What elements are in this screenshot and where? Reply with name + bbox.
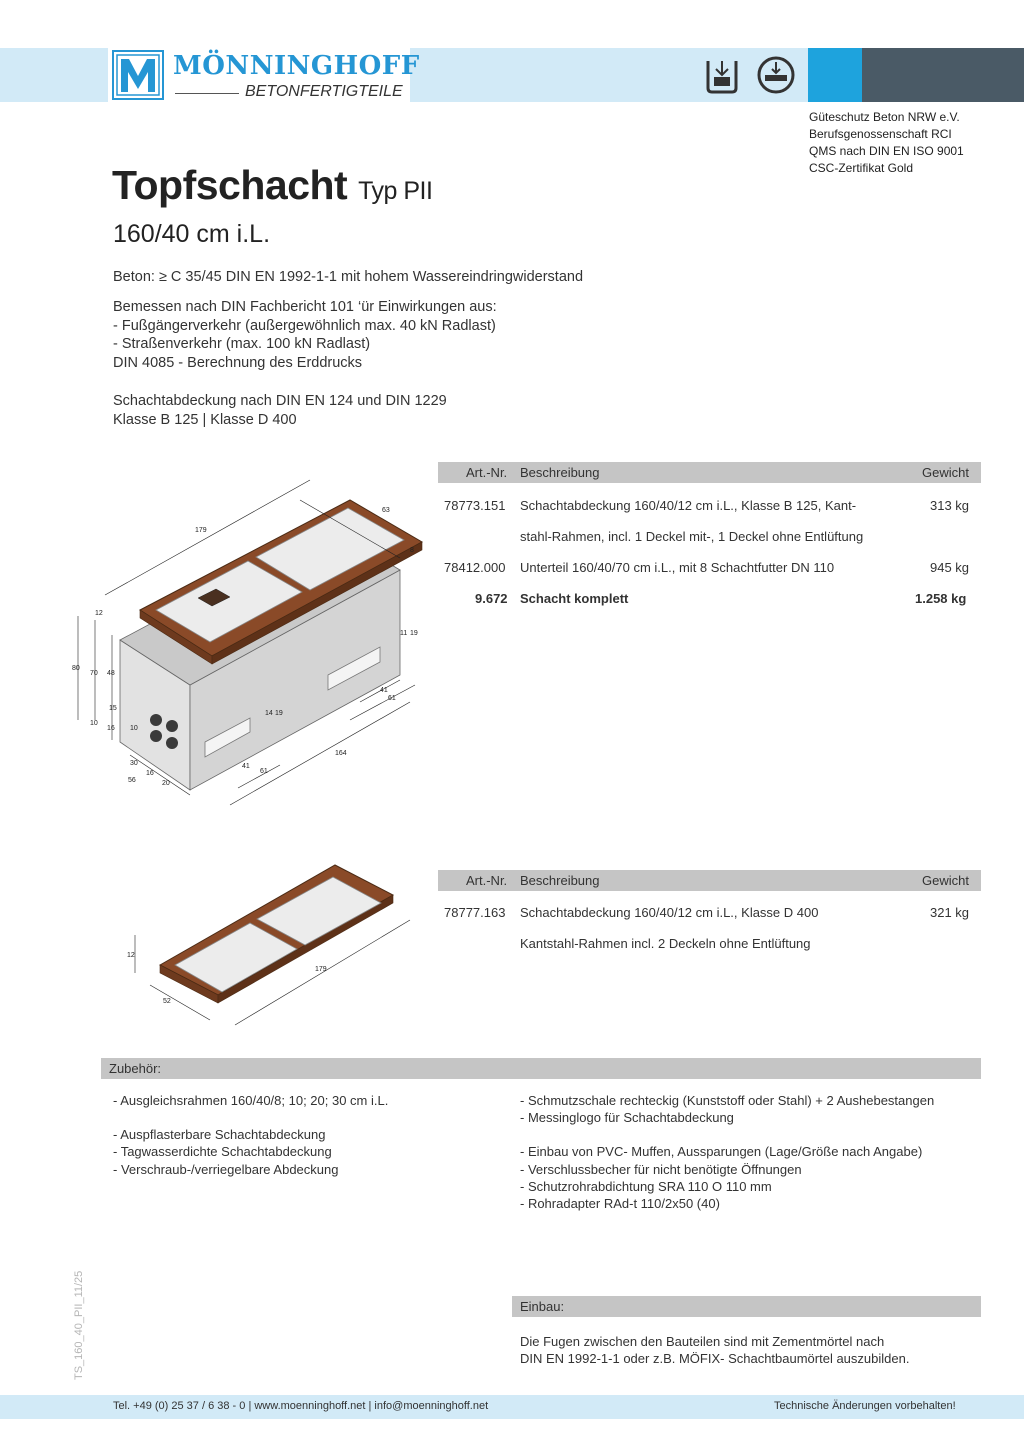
shaft-drawing xyxy=(70,470,430,815)
bemessen-line: - Straßenverkehr (max. 100 kN Radlast) xyxy=(113,336,371,352)
shaft-lid-icon xyxy=(702,55,742,95)
table1-header xyxy=(438,462,981,483)
dim-label: 10 xyxy=(130,725,138,732)
cert-line: Güteschutz Beton NRW e.V. xyxy=(809,110,960,124)
dim-label: 11 xyxy=(400,630,408,637)
brand-name: MÖNNINGHOFF xyxy=(173,51,420,81)
list-item: - Einbau von PVC- Muffen, Aussparungen (Lage/Größe nach Angabe) xyxy=(520,1144,923,1160)
einbau-line: DIN EN 1992-1-1 oder z.B. MÖFIX- Schachtbaumörtel auszubilden. xyxy=(520,1351,910,1367)
page-title xyxy=(112,162,432,209)
page-subtitle: 160/40 cm i.L. xyxy=(113,220,271,248)
dim-label: 80 xyxy=(72,665,80,672)
table-cell-desc-total: Schacht komplett xyxy=(520,591,629,606)
list-item xyxy=(520,1126,934,1143)
zubehoer-list-right xyxy=(520,1092,934,1212)
dim-label: 52 xyxy=(163,998,171,1005)
dim-label: 179 xyxy=(195,527,207,534)
header-dark-block xyxy=(862,48,1024,102)
list-item: - Tagwasserdichte Schachtabdeckung xyxy=(113,1144,332,1160)
dim-label: 70 xyxy=(90,670,98,677)
abdeckung-block xyxy=(113,392,447,429)
beton-spec: Beton: ≥ C 35/45 DIN EN 1992-1-1 mit hohem Wassereindringwiderstand xyxy=(113,269,584,285)
pipe-socket xyxy=(150,714,162,726)
einbau-text xyxy=(520,1333,909,1367)
dim-label: 20 xyxy=(162,780,170,787)
dim-label: 14 xyxy=(265,710,273,717)
zubehoer-header xyxy=(101,1058,981,1079)
dim-label: 61 xyxy=(388,695,396,702)
cert-line: CSC-Zertifikat Gold xyxy=(809,161,914,175)
list-item: - Verschraub-/verriegelbare Abdeckung xyxy=(113,1161,339,1177)
title-main: Topfschacht xyxy=(112,162,348,208)
pipe-socket xyxy=(166,720,178,732)
cert-line: Berufsgenossenschaft RCI xyxy=(809,127,952,141)
table-cell-desc: Unterteil 160/40/70 cm i.L., mit 8 Schachtfutter DN 110 xyxy=(520,560,835,575)
list-item: - Messinglogo für Schachtabdeckung xyxy=(520,1110,734,1126)
title-type: Typ PII xyxy=(358,177,433,205)
list-item: - Schmutzschale rechteckig (Kunststoff oder Stahl) + 2 Aushebestangen xyxy=(520,1093,935,1108)
list-item: - Schutzrohrabdichtung SRA 110 O 110 mm xyxy=(520,1178,772,1194)
dim-label: 61 xyxy=(260,768,268,775)
list-item: - Rohradapter RAd-t 110/2x50 (40) xyxy=(520,1196,720,1212)
bemessen-line: - Fußgängerverkehr (außergewöhnlich max. 40 kN Radlast) xyxy=(113,317,496,334)
list-item: - Verschlussbecher für nicht benötigte Öffnungen xyxy=(520,1161,802,1177)
einbau-title: Einbau: xyxy=(520,1299,565,1314)
dim-label: 10 xyxy=(90,720,98,727)
list-item xyxy=(113,1109,388,1126)
col-weight: Gewicht xyxy=(922,873,969,888)
table-cell-desc: stahl-Rahmen, incl. 1 Deckel mit-, 1 Deckel ohne Entlüftung xyxy=(520,529,864,544)
dim-label: 15 xyxy=(109,705,117,712)
zubehoer-title: Zubehör: xyxy=(109,1061,162,1076)
bemessen-line: Bemessen nach DIN Fachbericht 101 ‘ür Einwirkungen aus: xyxy=(113,299,497,315)
brand-subtitle: BETONFERTIGTEILE xyxy=(245,83,403,100)
einbau-header xyxy=(512,1296,981,1317)
table-cell-art-total: 9.672 xyxy=(475,591,508,606)
dim-label: 19 xyxy=(410,630,418,637)
footer-disclaimer: Technische Änderungen vorbehalten! xyxy=(774,1400,956,1412)
abdeckung-line: Klasse B 125 | Klasse D 400 xyxy=(113,411,297,428)
document-code: TS_160_40_PII_11/25 xyxy=(73,1270,85,1380)
manhole-cover-icon xyxy=(756,55,796,95)
abdeckung-line: Schachtabdeckung nach DIN EN 124 und DIN 1229 xyxy=(113,393,447,409)
table-cell-desc: Schachtabdeckung 160/40/12 cm i.L., Klasse D 400 xyxy=(520,905,819,920)
list-item: - Auspflasterbare Schachtabdeckung xyxy=(113,1127,326,1143)
table-cell-desc: Schachtabdeckung 160/40/12 cm i.L., Klasse B 125, Kant- xyxy=(520,498,857,513)
dim-label: 41 xyxy=(380,687,388,694)
table-cell-weight-total: 1.258 kg xyxy=(915,591,967,606)
dim-label: 8 xyxy=(410,547,414,554)
header-accent-block xyxy=(808,48,862,102)
col-desc: Beschreibung xyxy=(520,873,600,888)
pipe-socket xyxy=(166,737,178,749)
cert-line: QMS nach DIN EN ISO 9001 xyxy=(809,144,964,158)
cover-drawing xyxy=(115,855,415,1030)
table-cell-desc: Kantstahl-Rahmen incl. 2 Deckeln ohne Entlüftung xyxy=(520,936,811,951)
table-cell-art: 78773.151 xyxy=(444,498,506,513)
dim-label: 164 xyxy=(335,750,347,757)
dim-label: 16 xyxy=(146,770,154,777)
pipe-socket xyxy=(150,730,162,742)
table2-header xyxy=(438,870,981,891)
bemessen-line: DIN 4085 - Berechnung des Erddrucks xyxy=(113,354,363,371)
table-cell-art: 78777.163 xyxy=(444,905,506,920)
dim-label: 12 xyxy=(127,952,135,959)
brand-underline xyxy=(175,93,239,94)
table-cell-weight: 313 kg xyxy=(930,498,970,513)
footer-contact: Tel. +49 (0) 25 37 / 6 38 - 0 | www.moenninghoff.net | info@moenninghoff.net xyxy=(113,1400,489,1412)
table-cell-weight: 945 kg xyxy=(930,560,970,575)
list-item: - Ausgleichsrahmen 160/40/8; 10; 20; 30 cm i.L. xyxy=(113,1093,389,1108)
certifications xyxy=(809,109,964,177)
col-weight: Gewicht xyxy=(922,465,969,480)
dim-label: 19 xyxy=(275,710,283,717)
logo-mark xyxy=(112,50,164,100)
col-desc: Beschreibung xyxy=(520,465,600,480)
col-art: Art.-Nr. xyxy=(466,873,508,888)
dim-label: 48 xyxy=(107,670,115,677)
dim-label: 30 xyxy=(130,760,138,767)
table-cell-art: 78412.000 xyxy=(444,560,506,575)
dim-label: 63 xyxy=(382,507,390,514)
dim-label: 179 xyxy=(315,966,327,973)
einbau-line: Die Fugen zwischen den Bauteilen sind mit Zementmörtel nach xyxy=(520,1334,885,1349)
dim-label: 56 xyxy=(128,777,136,784)
zubehoer-list-left xyxy=(113,1092,388,1178)
dim-label: 41 xyxy=(242,763,250,770)
dim-label: 12 xyxy=(95,610,103,617)
dim-label: 16 xyxy=(107,725,115,732)
col-art: Art.-Nr. xyxy=(466,465,508,480)
table-cell-weight: 321 kg xyxy=(930,905,970,920)
bemessen-block xyxy=(113,298,497,372)
